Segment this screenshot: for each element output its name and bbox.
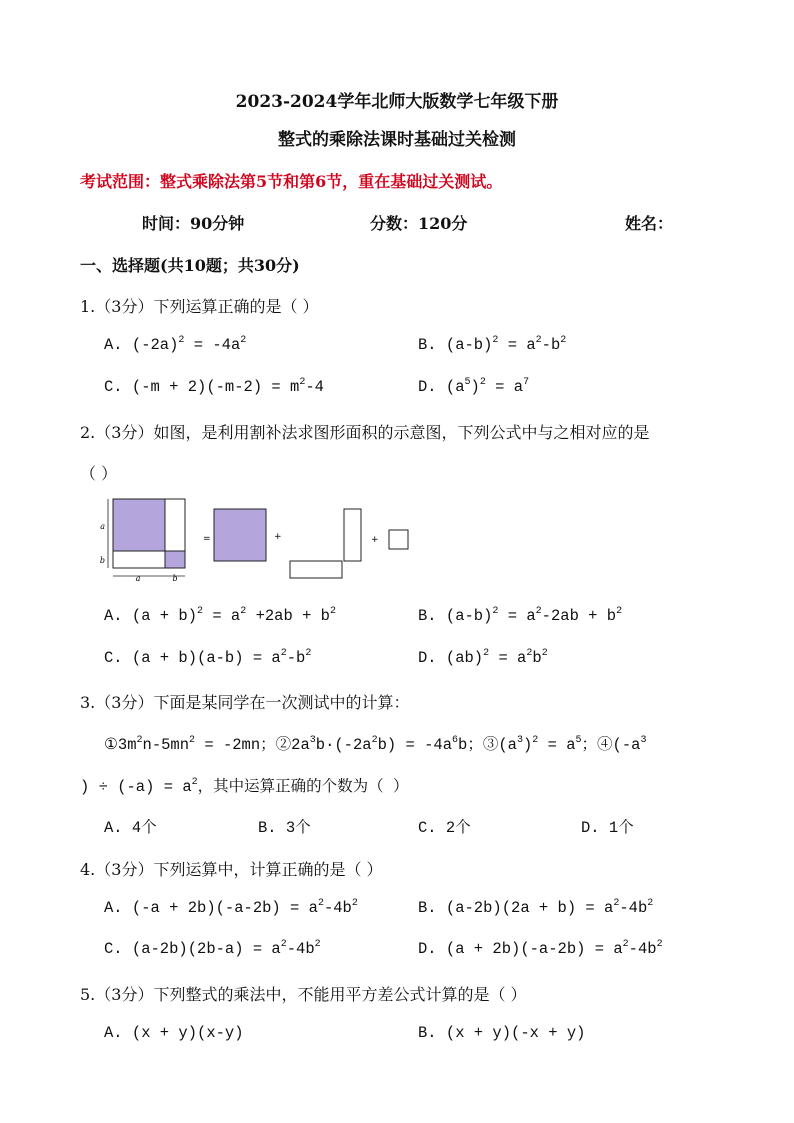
plus-sign-1: + bbox=[274, 532, 282, 542]
plus-sign-2: + bbox=[371, 535, 379, 545]
q2-option-c[interactable]: C. $(a + b)(a-b) = a^2-b^2$ bbox=[104, 648, 312, 667]
label-bottom-b: b bbox=[172, 574, 178, 583]
q3-statements-line2: ) ÷ $(-a) = a^2$，其中运算正确的个数为（ ） bbox=[80, 777, 409, 796]
q4-option-d[interactable]: D. $(a + 2b)(-a-2b) = a^2-4b^2$ bbox=[418, 939, 663, 958]
q2-option-a[interactable]: A. $(a + b)^2 = a^2 +2ab + b^2$ bbox=[104, 606, 336, 625]
q3-option-b[interactable]: B. 3个 bbox=[258, 819, 311, 837]
q4-option-b[interactable]: B. $(a-2b)(2a + b) = a^2-4b^2$ bbox=[418, 898, 654, 917]
area-diagram bbox=[99, 497, 414, 585]
purple-corner-b bbox=[165, 551, 185, 568]
q1-option-c[interactable]: C. $(-m + 2)(-m-2) = m^2-4$ bbox=[104, 377, 324, 396]
q4-option-a[interactable]: A. $(-a + 2b)(-a-2b) = a^2-4b^2$ bbox=[104, 898, 358, 917]
horizontal-strip bbox=[290, 561, 342, 578]
q4-option-c[interactable]: C. $(a-2b)(2b-a) = a^2-4b^2$ bbox=[104, 939, 321, 958]
bottom-strip bbox=[113, 551, 165, 568]
q3-option-c[interactable]: C. 2个 bbox=[418, 819, 471, 837]
time-limit: 时间：90分钟 bbox=[142, 214, 245, 233]
q2-option-b[interactable]: B. $(a-b)^2 = a^2-2ab + b^2$ bbox=[418, 606, 623, 625]
question-2-blank: （ ） bbox=[80, 464, 118, 483]
q3-option-a[interactable]: A. 4个 bbox=[104, 819, 157, 837]
q3-statements-line1: $①3m^2n-5mn^2 = -2mn$；$②2a^3b\cdot(-2a^2b) = -4a^6b$；$③(a^3)^2 = a^5$；$④(-a^3$ bbox=[104, 735, 647, 754]
total-score: 分数：120分 bbox=[370, 214, 468, 233]
q1-option-d[interactable]: D. $(a^5)^2 = a^7$ bbox=[418, 377, 530, 396]
right-strip bbox=[165, 499, 185, 551]
question-4-stem: 4.（3分）下列运算中，计算正确的是（ ） bbox=[80, 860, 383, 879]
label-left-b: b bbox=[99, 556, 105, 565]
document-subtitle: 整式的乘除法课时基础过关检测 bbox=[278, 130, 516, 150]
section-title: 一、选择题(共10题；共30分) bbox=[80, 256, 300, 275]
q5-option-b[interactable]: B. (x + y)(-x + y) bbox=[418, 1024, 586, 1042]
question-5-stem: 5.（3分）下列整式的乘法中，不能用平方差公式计算的是（ ） bbox=[80, 985, 527, 1004]
q1-option-b[interactable]: B. $(a-b)^2 = a^2-b^2$ bbox=[418, 335, 567, 354]
q2-option-d[interactable]: D. $(ab)^2 = a^2b^2$ bbox=[418, 648, 548, 667]
vertical-strip bbox=[344, 509, 361, 561]
question-3-stem: 3.（3分）下面是某同学在一次测试中的计算： bbox=[80, 693, 410, 712]
small-square bbox=[389, 530, 408, 549]
equals-sign: = bbox=[203, 534, 211, 544]
label-left-a: a bbox=[100, 522, 105, 531]
exam-scope: 考试范围：整式乘除法第5节和第6节，重在基础过关测试。 bbox=[80, 172, 503, 191]
name-field-label: 姓名： bbox=[625, 214, 674, 233]
question-1-stem: 1.（3分）下列运算正确的是（ ） bbox=[80, 297, 319, 316]
label-bottom-a: a bbox=[135, 574, 141, 583]
q5-option-a[interactable]: A. (x + y)(x-y) bbox=[104, 1024, 244, 1042]
purple-square-result bbox=[214, 509, 266, 561]
q1-option-a[interactable]: A. $(-2a)^2 = -4a^2$ bbox=[104, 335, 247, 354]
purple-square-a bbox=[113, 499, 165, 551]
q3-option-d[interactable]: D. 1个 bbox=[581, 819, 634, 837]
document-title: 2023-2024学年北师大版数学七年级下册 bbox=[235, 92, 559, 112]
question-2-stem: 2.（3分）如图，是利用割补法求图形面积的示意图，下列公式中与之相对应的是 bbox=[80, 423, 650, 442]
